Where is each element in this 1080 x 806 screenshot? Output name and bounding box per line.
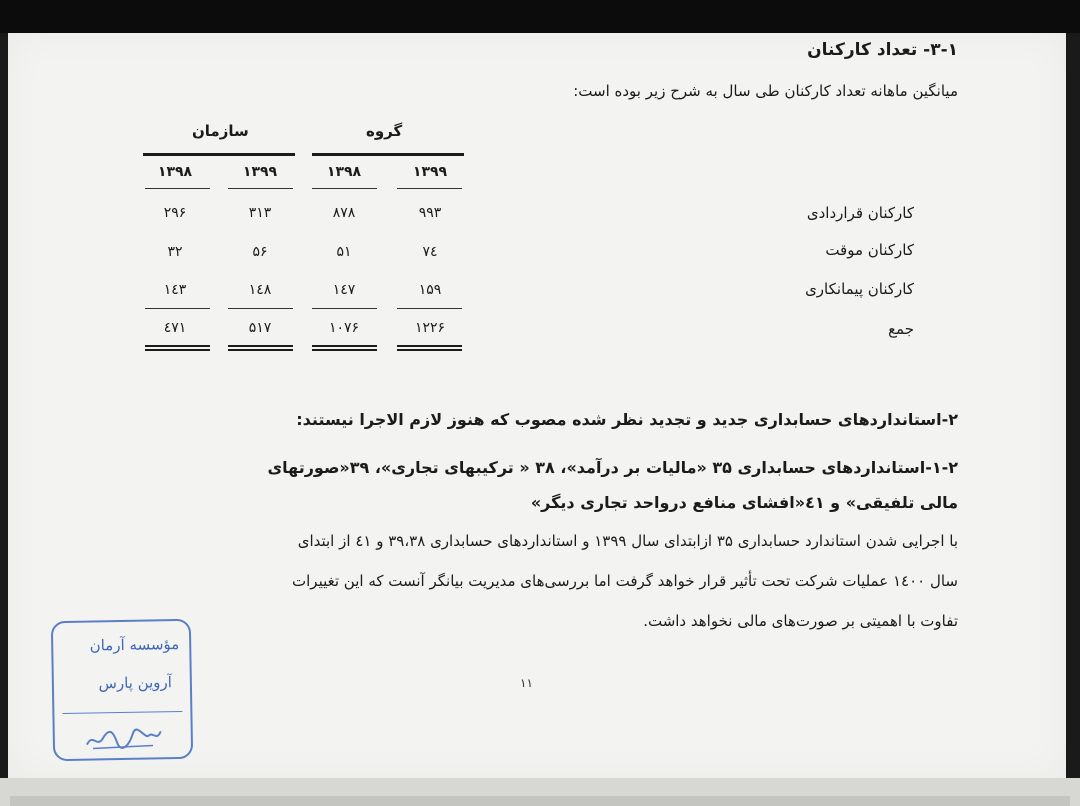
table-cell: ۵۶	[252, 244, 268, 260]
year-header: ۱۳۹۹	[242, 164, 278, 180]
year-header: ۱۳۹۸	[326, 164, 362, 180]
company-stamp	[51, 619, 193, 761]
total-double-rule	[145, 345, 210, 351]
year-underline	[145, 188, 210, 189]
total-cell: ۱۲۲۶	[414, 320, 446, 336]
top-dark-bar	[0, 0, 1080, 33]
total-double-rule	[312, 345, 377, 351]
total-double-rule	[397, 345, 462, 351]
section2-sub-line1: ۱-۲-استانداردهای حسابداری ۳۵ «مالیات بر درآمد»، ۳۸ « ترکیبهای تجاری»، ۳۹«صورتهای	[267, 458, 958, 477]
row-label: کارکنان قراردادی	[806, 204, 914, 222]
stamp-line2: آروین پارس	[98, 673, 173, 693]
table-cell: ۲۹۶	[163, 205, 187, 221]
table-header-rule	[312, 153, 464, 156]
total-double-rule	[228, 345, 293, 351]
year-header: ۱۳۹۸	[157, 164, 193, 180]
year-underline	[228, 188, 293, 189]
table-cell: ۱۵۹	[418, 282, 442, 298]
org-column-group-header: سازمان	[192, 122, 249, 140]
year-underline	[312, 188, 377, 189]
table-cell: ۵۱	[336, 244, 352, 260]
section2-paragraph-line3: تفاوت با اهمیتی بر صورت‌های مالی نخواهد داشت.	[643, 612, 958, 630]
year-underline	[397, 188, 462, 189]
table-cell: ۳۱۳	[248, 205, 272, 221]
total-label: جمع	[888, 320, 914, 338]
table-cell: ۹۹۳	[418, 205, 442, 221]
subtotal-rule	[228, 308, 293, 309]
section-heading: ۳-۱- تعداد کارکنان	[807, 40, 958, 60]
table-cell: ۱٤۷	[332, 282, 356, 298]
stamp-line1: مؤسسه آرمان	[89, 634, 180, 655]
section2-heading: ۲-استانداردهای حسابداری جدید و تجدید نظر شده مصوب که هنوز لازم الاجرا نیستند:	[296, 410, 958, 429]
row-label: کارکنان پیمانکاری	[805, 280, 914, 298]
subtotal-rule	[145, 308, 210, 309]
table-cell: ۳۲	[167, 244, 183, 260]
section2-sub-line2: مالی تلفیقی» و ٤۱«افشای منافع درواحد تجاری دیگر»	[530, 493, 958, 512]
page-number: ۱۱	[520, 676, 533, 690]
table-cell: ۱٤۸	[248, 282, 272, 298]
row-label: کارکنان موقت	[825, 241, 914, 259]
section2-paragraph-line2: سال ۱٤۰۰ عملیات شرکت تحت تأثیر قرار خواهد گرفت اما بررسی‌های مدیریت بیانگر آنست که این تغییرات	[292, 572, 958, 590]
year-header: ۱۳۹۹	[412, 164, 448, 180]
stamp-signature-icon	[83, 723, 163, 752]
total-cell: ۵۱۷	[248, 320, 272, 336]
stamp-divider	[62, 711, 182, 714]
subtotal-rule	[312, 308, 377, 309]
subtotal-rule	[397, 308, 462, 309]
table-cell: ۷٤	[422, 244, 438, 260]
bottom-edge	[0, 778, 1080, 806]
table-cell: ۸۷۸	[332, 205, 356, 221]
section-intro: میانگین ماهانه تعداد کارکنان طی سال به شرح زیر بوده است:	[573, 82, 958, 100]
table-header-rule	[143, 153, 295, 156]
total-cell: ۱۰۷۶	[328, 320, 360, 336]
group-column-group-header: گروه	[366, 122, 403, 140]
section2-paragraph-line1: با اجرایی شدن استاندارد حسابداری ۳۵ ازابتدای سال ۱۳۹۹ و استانداردهای حسابداری ۳۹،۳۸ و ٤۱ از ابتدای	[297, 532, 958, 550]
total-cell: ٤۷۱	[163, 320, 187, 336]
table-cell: ۱٤۳	[163, 282, 187, 298]
